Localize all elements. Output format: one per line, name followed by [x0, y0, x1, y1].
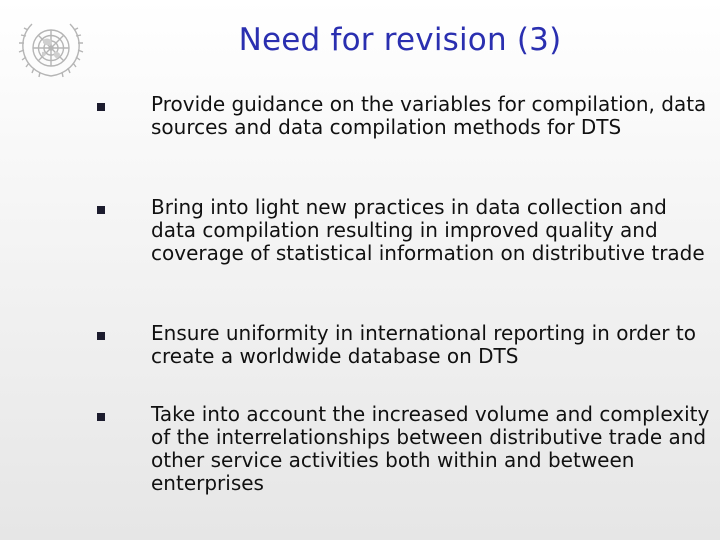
bullet-text: Take into account the increased volume and complexity of the interrelationships between distributive trade and other service activities both within and between enterprises — [151, 402, 710, 495]
square-bullet-icon — [97, 206, 105, 214]
square-bullet-icon — [97, 103, 105, 111]
un-emblem-icon — [16, 18, 86, 80]
slide-title: Need for revision (3) — [238, 22, 562, 58]
bullet-text: Ensure uniformity in international reporting in order to create a worldwide database on DTS — [151, 321, 696, 368]
square-bullet-icon — [97, 332, 105, 340]
square-bullet-icon — [97, 413, 105, 421]
bullet-text: Provide guidance on the variables for compilation, data sources and data compilation methods for DTS — [151, 92, 707, 139]
bullet-text: Bring into light new practices in data collection and data compilation resulting in improved quality and coverage of statistical information on distributive trade — [151, 195, 705, 265]
